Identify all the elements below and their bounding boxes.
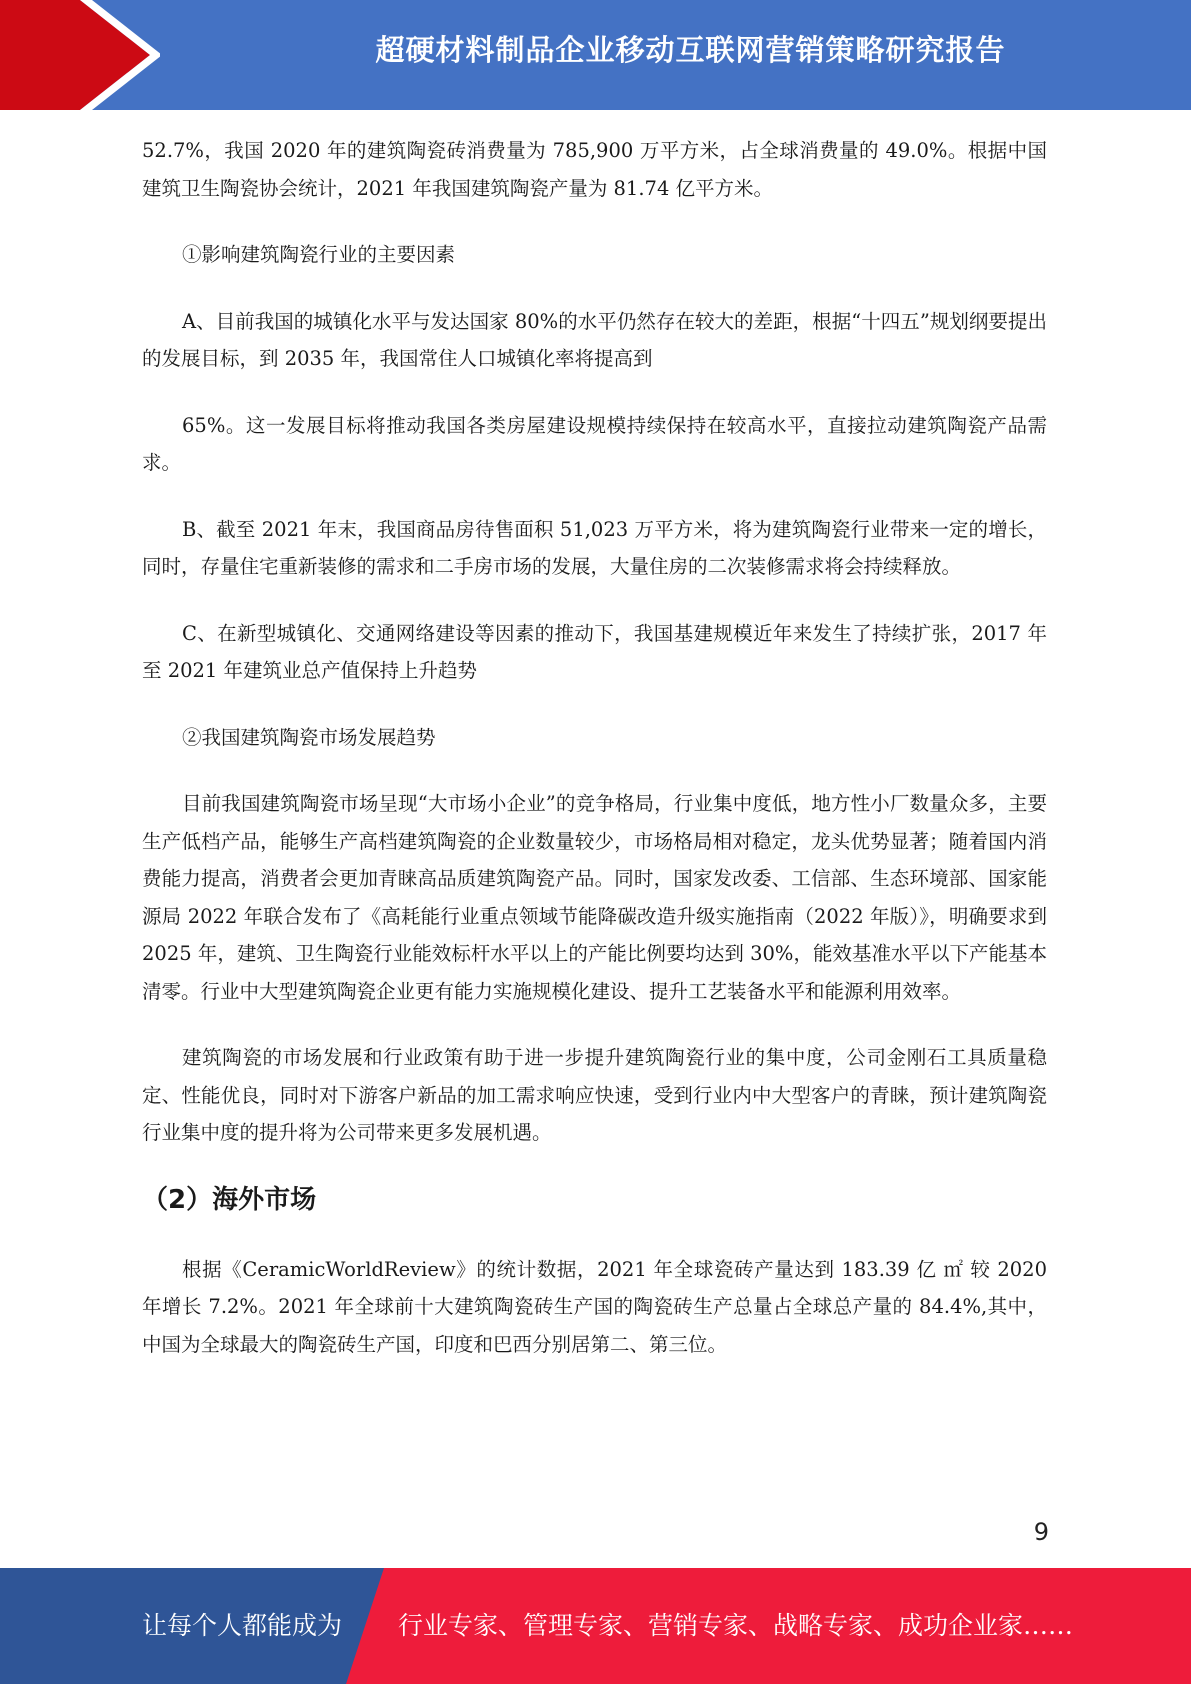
paragraph-outlook: 建筑陶瓷的市场发展和行业政策有助于进一步提升建筑陶瓷行业的集中度，公司金刚石工具质量稳定、性能优良，同时对下游客户新品的加工需求响应快速，受到行业内中大型客户的青睐，预计建筑陶瓷行业集中度的提升将为公司带来更多发展机遇。 xyxy=(142,1046,1047,1144)
page-number: 9 xyxy=(1033,1518,1049,1546)
paragraph-overseas: 根据《CeramicWorldReview》的统计数据，2021 年全球瓷砖产量达到 183.39 亿 ㎡ 较 2020 年增长 7.2%。2021 年全球前十大建筑陶瓷砖生产国的陶瓷砖生产总量占全球总产量的 84.4%,其中，中国为全球最大的陶瓷砖生产国，印度和巴西分别居第二、第三位。 xyxy=(142,1257,1047,1356)
subheading-factors: ①影响建筑陶瓷行业的主要因素 xyxy=(182,243,456,266)
paragraph-trends: 目前我国建筑陶瓷市场呈现“大市场小企业”的竞争格局，行业集中度低，地方性小厂数量众多，主要生产低档产品，能够生产高档建筑陶瓷的企业数量较少，市场格局相对稳定，龙头优势显著；随着国内消费能力提高，消费者会更加青睐高品质建筑陶瓷产品。同时，国家发改委、工信部、生态环境部、国家能源局 2022 年联合发布了《高耗能行业重点领域节能降碳改造升级实施指南（2022 年版）》，明确要求到 2025 年，建筑、卫生陶瓷行业能效标杆水平以上的产能比例要均达到 30%，能效基准水平以下产能基本清零。行业中大型建筑陶瓷企业更有能力实施规模化建设、提升工艺装备水平和能源利用效率。 xyxy=(142,792,1047,1003)
red-chevron-icon xyxy=(0,0,160,110)
page-header xyxy=(0,0,1191,110)
footer-slogan-right: 行业专家、管理专家、营销专家、战略专家、成功企业家…… xyxy=(398,1611,1074,1640)
paragraph-factor-b: B、截至 2021 年末，我国商品房待售面积 51,023 万平方米，将为建筑陶瓷行业带来一定的增长，同时，存量住宅重新装修的需求和二手房市场的发展，大量住房的二次装修需求将会持续释放。 xyxy=(142,517,1047,578)
paragraph-intro: 52.7%，我国 2020 年的建筑陶瓷砖消费量为 785,900 万平方米，占全球消费量的 49.0%。根据中国建筑卫生陶瓷协会统计，2021 年我国建筑陶瓷产量为 81.74 亿平方米。 xyxy=(142,139,1047,200)
paragraph-factor-c: C、在新型城镇化、交通网络建设等因素的推动下，我国基建规模近年来发生了持续扩张，2017 年至 2021 年建筑业总产值保持上升趋势 xyxy=(142,621,1047,682)
paragraph-factor-a: A、目前我国的城镇化水平与发达国家 80%的水平仍然存在较大的差距，根据“十四五”规划纲要提出的发展目标，到 2035 年，我国常住人口城镇化率将提高到 xyxy=(142,309,1047,370)
section-heading-overseas: （2）海外市场 xyxy=(142,1184,317,1215)
page-footer xyxy=(0,1568,1191,1684)
paragraph-factor-a-cont: 65%。这一发展目标将推动我国各类房屋建设规模持续保持在较高水平，直接拉动建筑陶瓷产品需求。 xyxy=(142,413,1047,474)
footer-slogan-left: 让每个人都能成为 xyxy=(142,1611,343,1640)
document-body xyxy=(142,132,1047,1363)
subheading-trends: ②我国建筑陶瓷市场发展趋势 xyxy=(182,725,436,749)
report-title: 超硬材料制品企业移动互联网营销策略研究报告 xyxy=(375,33,1006,67)
